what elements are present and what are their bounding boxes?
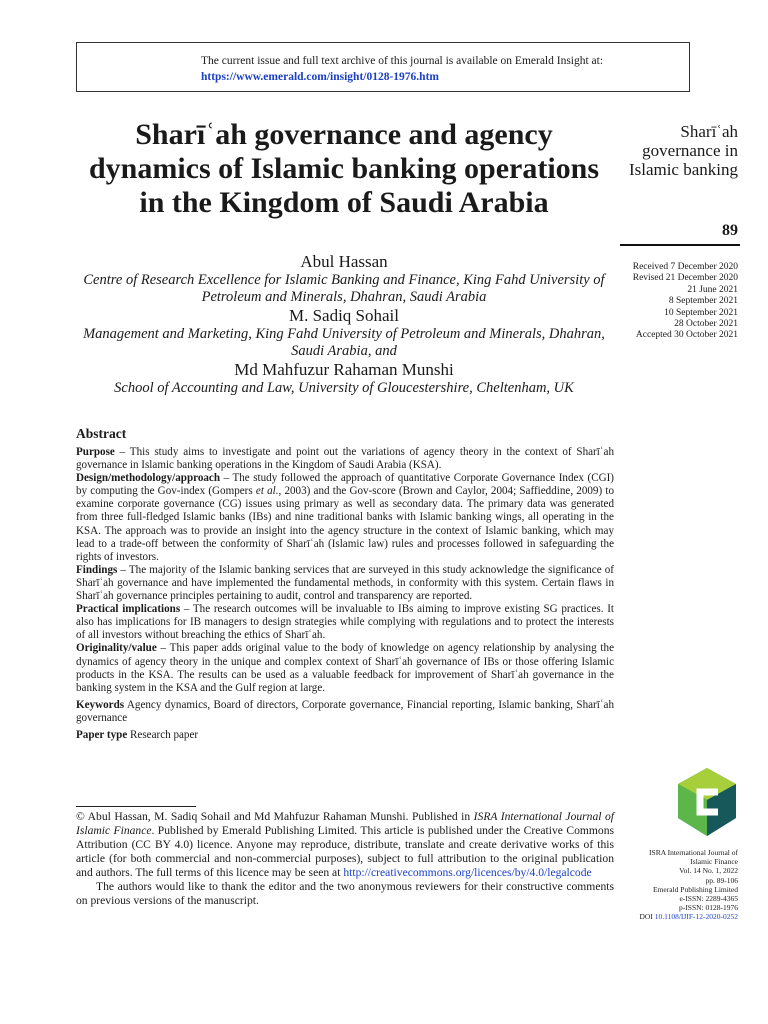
practical-text: – The research outcomes will be invaluable to IBs aiming to improve existing SG practices. It also has implications for IB managers to design strategies while complying with regulations and to protect the interests of all investors without breaching the ethics of Sharīʿah. [76, 603, 614, 642]
abstract-keywords [76, 699, 614, 725]
journal-info [610, 848, 738, 922]
acknowledgement: The authors would like to thank the editor and the two anonymous reviewers for their constructive comments on previous versions of the manuscript. [76, 880, 614, 907]
abstract-originality [76, 642, 614, 694]
running-title: Sharīʿah governance in Islamic banking [628, 122, 738, 179]
journal-info-line: e-ISSN: 2289-4365 [679, 894, 738, 904]
access-banner [76, 42, 690, 92]
date-line: Accepted 30 October 2021 [635, 330, 738, 341]
banner-link[interactable]: https://www.emerald.com/insight/0128-1976.htm [201, 71, 439, 83]
date-line: 10 September 2021 [664, 307, 738, 318]
date-line: 28 October 2021 [674, 319, 738, 330]
papertype-text: Research paper [127, 728, 199, 741]
abstract-design [76, 472, 614, 564]
banner-text: The current issue and full text archive of this journal is available on Emerald Insight at: [201, 55, 604, 67]
date-line: 21 June 2021 [687, 284, 738, 295]
journal-info-line: ISRA International Journal of [649, 848, 738, 857]
purpose-text: – This study aims to investigate and point out the variations of agency theory in the context of Sharīʿah governance in Islamic banking operations in the Kingdom of Saudi Arabia (KSA). [76, 446, 614, 472]
emerald-logo-icon [674, 766, 740, 838]
author-affiliation: Centre of Research Excellence for Islamic Banking and Finance, King Fahd University of Petroleum and Minerals, Dhahran, Saudi Arabia [83, 272, 605, 305]
abstract-purpose [76, 446, 614, 472]
footnote-section [76, 810, 614, 908]
journal-info-line: Vol. 14 No. 1, 2022 [679, 866, 738, 876]
author-name: Md Mahfuzur Rahaman Munshi [234, 360, 454, 379]
practical-label: Practical implications [76, 603, 181, 616]
copyright-text: . Published by Emerald Publishing Limited. This article is published under the Creative Commons Attribution (CC BY 4.0) licence. Anyone may reproduce, distribute, translate and create derivative works of this article (for both commercial and non-commercial purposes), subject to full attribution to the original publication and authors. The full terms of this licence may be seen at [76, 824, 615, 879]
copyright-text: © Abul Hassan, M. Sadiq Sohail and Md Mahfuzur Rahaman Munshi. Published in [76, 810, 474, 823]
copyright-notice [76, 810, 614, 880]
journal-info-line: p-ISSN: 0128-1976 [679, 903, 738, 913]
doi-link[interactable]: 10.1108/IJIF-12-2020-0252 [654, 912, 738, 922]
author-affiliation: Management and Marketing, King Fahd University of Petroleum and Minerals, Dhahran, Saudi Arabia, and [83, 326, 605, 359]
footnote-divider [76, 806, 196, 807]
originality-text: – This paper adds original value to the body of knowledge on agency relationship by analysing the dynamics of agency theory in the unique and complex context of Sharīʿah governance of IBs or those offering Islamic products in the KSA. The results can be used as a valuable feedback for improvement of Sharīʿah governance in the banking system in the KSA and the Gulf region at large. [76, 642, 614, 694]
date-line: 8 September 2021 [668, 296, 738, 307]
keywords-label: Keywords [76, 698, 125, 711]
design-text: , 2003) and the Gov-score (Brown and Caylor, 2004; Saffieddine, 2009) to examine corporate governance (CG) issues using primary as well as secondary data. The primary data was generated from three full-fledged Islamic banks (IBs) and nine traditional banks with Islamic banking wings, all operating in the KSA. The approach was to provide an insight into the agency structure in the context of Islamic banking, which may lead to a trade-off between the conformity of Sharīʿah (Islamic law) rules and processes followed in safeguarding the rights of investors. [76, 485, 614, 563]
article-title: Sharīʿah governance and agency dynamics of Islamic banking operations in the Kingdom of Saudi Arabia [88, 118, 600, 219]
journal-info-line: Emerald Publishing Limited [653, 884, 738, 894]
page-number: 89 [722, 222, 738, 239]
abstract-heading: Abstract [76, 426, 127, 441]
abstract-section [76, 426, 614, 742]
author-name: M. Sadiq Sohail [288, 306, 400, 325]
license-link[interactable]: http://creativecommons.org/licences/by/4.0/legalcode [343, 866, 592, 879]
date-line: Received 7 December 2020 [632, 262, 738, 272]
design-etal: et al. [255, 485, 279, 498]
abstract-papertype [76, 729, 614, 742]
doi-line [610, 912, 738, 921]
journal-info-line: pp. 89-106 [705, 875, 738, 885]
side-divider [620, 244, 740, 246]
papertype-label: Paper type [76, 728, 128, 741]
keywords-text: Agency dynamics, Board of directors, Corporate governance, Financial reporting, Islamic banking, Sharīʿah governance [76, 698, 614, 724]
design-label: Design/methodology/approach [76, 472, 221, 485]
doi-label: DOI [639, 912, 655, 922]
received-dates [606, 262, 738, 342]
author-name: Abul Hassan [300, 252, 388, 271]
author-affiliation: School of Accounting and Law, University of Gloucestershire, Cheltenham, UK [114, 380, 574, 396]
findings-label: Findings [76, 563, 118, 576]
purpose-label: Purpose [76, 446, 115, 458]
abstract-findings [76, 564, 614, 603]
originality-label: Originality/value [76, 642, 157, 655]
design-text: – The study followed the approach of quantitative Corporate Governance Index (CGI) by computing the Gov-index (Gompers [76, 472, 614, 498]
findings-text: – The majority of the Islamic banking services that are surveyed in this study acknowledge the significance of Sharīʿah governance and have implemented the fundamental methods, in conformity with this system. Certain flaws in Sharīʿah governance principles pertaining to audit, control and transparency are reported. [76, 563, 614, 603]
author-block [76, 252, 612, 397]
journal-name: ISRA International Journal of Islamic Finance [76, 810, 614, 837]
abstract-practical [76, 603, 614, 642]
date-line: Revised 21 December 2020 [632, 273, 738, 284]
journal-info-line: Islamic Finance [690, 857, 738, 867]
